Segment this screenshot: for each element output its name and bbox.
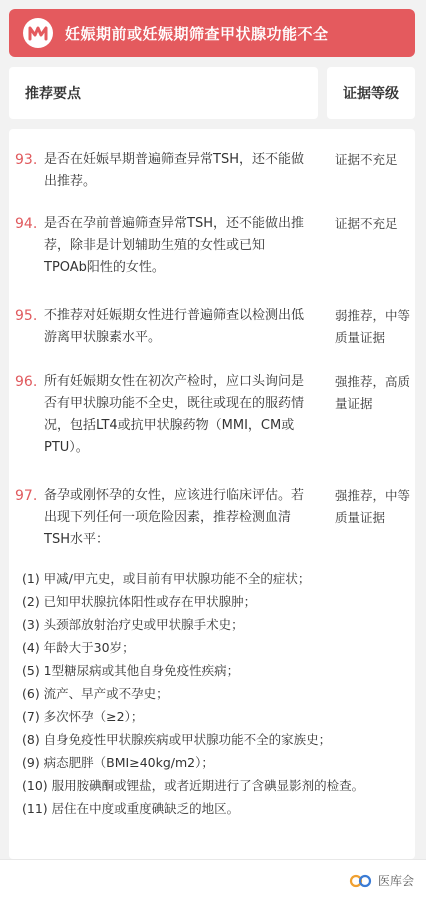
risk-factor-item: (7) 多次怀孕（≥2）；: [22, 709, 144, 724]
header-recommendations: 推荐要点: [9, 67, 318, 119]
page-title: 妊娠期前或妊娠期筛查甲状腺功能不全: [65, 24, 329, 43]
recommendation-number: 94.: [15, 216, 38, 232]
recommendation-text: 是否在孕前普遍筛查异常TSH，还不能做出推荐，除非是计划辅助生殖的女性或已知TPOAb阳性的女性。: [44, 216, 304, 275]
risk-factor-item: (10) 服用胺碘酮或锂盐，或者近期进行了含碘显影剂的检查。: [22, 778, 365, 793]
risk-factor-item: (5) 1型糖尿病或其他自身免疫性疾病；: [22, 663, 240, 678]
recommendation-number: 95.: [15, 308, 38, 324]
risk-factor-item: (9) 病态肥胖（BMI≥40kg/m2）；: [22, 755, 214, 770]
header-evidence-level: 证据等级: [327, 67, 415, 119]
recommendation-text: 不推荐对妊娠期女性进行普遍筛查以检测出低游离甲状腺素水平。: [44, 308, 305, 345]
brand-name: 医库会: [377, 874, 414, 888]
recommendation-number: 96.: [15, 374, 38, 390]
risk-factor-item: (3) 头颈部放射治疗史或甲状腺手术史；: [22, 617, 244, 632]
medical-logo-icon: [23, 18, 53, 48]
risk-factor-item: (11) 居住在中度或重度碘缺乏的地区。: [22, 801, 240, 816]
title-bar: [9, 9, 415, 57]
evidence-level: 强推荐，高质量证据: [335, 374, 411, 411]
recommendation-text: 是否在妊娠早期普遍筛查异常TSH，还不能做出推荐。: [44, 152, 304, 189]
footer-brand[interactable]: [349, 872, 414, 889]
recommendation-number: 97.: [15, 488, 38, 504]
footer: [0, 859, 426, 900]
evidence-level: 弱推荐，中等质量证据: [335, 308, 411, 345]
recommendation-text: 备孕或刚怀孕的女性，应该进行临床评估。若出现下列任何一项危险因素，推荐检测血清TSH水平：: [44, 488, 305, 547]
risk-factor-item: (8) 自身免疫性甲状腺疾病或甲状腺功能不全的家族史；: [22, 732, 332, 747]
recommendation-number: 93.: [15, 152, 38, 168]
evidence-level: 证据不充足: [335, 152, 398, 167]
recommendations-panel: [9, 129, 415, 859]
recommendation-text: 所有妊娠期女性在初次产检时，应口头询问是否有甲状腺功能不全史，既往或现在的服药情况，包括LT4或抗甲状腺药物（MMI，CM或PTU）。: [44, 374, 305, 455]
evidence-level: 强推荐，中等质量证据: [335, 488, 411, 525]
brand-logo-icon: [349, 874, 373, 888]
risk-factor-item: (2) 已知甲状腺抗体阳性或存在甲状腺肿；: [22, 594, 257, 609]
risk-factor-item: (6) 流产、早产或不孕史；: [22, 686, 169, 701]
risk-factor-item: (1) 甲减/甲亢史，或目前有甲状腺功能不全的症状；: [22, 571, 311, 586]
risk-factor-item: (4) 年龄大于30岁；: [22, 640, 135, 655]
evidence-level: 证据不充足: [335, 216, 398, 231]
